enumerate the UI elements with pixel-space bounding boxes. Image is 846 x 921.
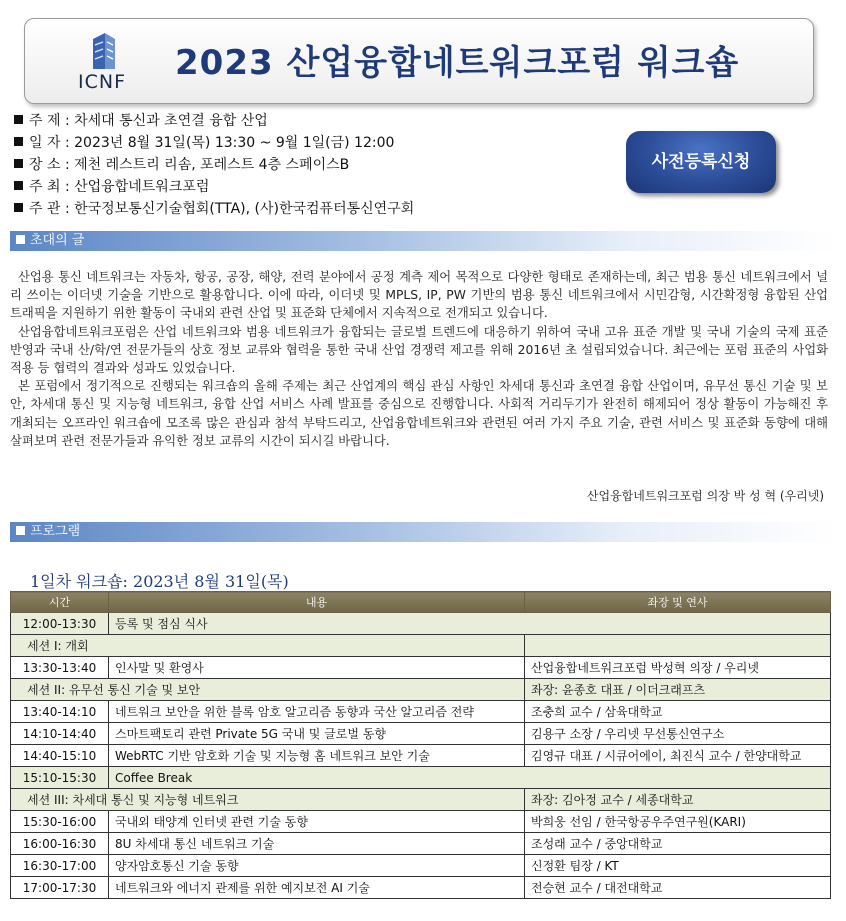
table-row [11, 701, 831, 723]
row-content: 등록 및 점심 식사 [109, 613, 831, 635]
table-row [11, 833, 831, 855]
intro-paragraph: 본 포럼에서 정기적으로 진행되는 워크숍의 올해 주제는 최근 산업계의 핵심 관심 사항인 차세대 통신과 초연결 융합 산업이며, 유무선 통신 기술 및 보안, 차세대 통신 및 지능형 네트워크, 융합 산업 서비스 사례 발표를 중심으로 진행합니다. 사회적 거리두기가 완전히 해제되어 정상 활동이 가능해진 후 개최되는 오프라인 워크숍에 모조록 많은 관심과 참석 부탁드리고, 산업융합네트워크와 관련된 여러 가지 주요 기술, 관련 서비스 및 표준화 동향에 대해 살펴보며 관련 전문가들과 유익한 정보 교류의 시간이 되시길 바랍니다. [10, 379, 828, 448]
row-content: WebRTC 기반 암호화 기술 및 지능형 홈 네트워크 보안 기술 [109, 745, 525, 767]
row-time: 13:30-13:40 [11, 657, 109, 679]
table-row [11, 877, 831, 899]
row-content: 양자암호통신 기술 동향 [109, 855, 525, 877]
info-venue [14, 154, 414, 176]
section-title: 초대의 글 [30, 233, 85, 248]
info-label: 장 소 : [29, 157, 70, 173]
info-value: 2023년 8월 31일(목) 13:30 ~ 9월 1일(금) 12:00 [74, 135, 395, 151]
row-time: 14:40-15:10 [11, 745, 109, 767]
info-value: 산업융합네트워크포럼 [74, 179, 210, 195]
row-time: 15:10-15:30 [11, 767, 109, 789]
row-speaker: 좌장: 김아정 교수 / 세종대학교 [525, 789, 831, 811]
row-content: Coffee Break [109, 767, 831, 789]
table-row [11, 855, 831, 877]
intro-paragraph: 산업융합네트워크포럼은 산업 네트워크와 범용 네트워크가 융합되는 글로벌 트렌드에 대응하기 위하여 국내 고유 표준 개발 및 국내 기술의 국제 표준 반영과 국내 산/학/연 전문가들의 상호 정보 교류와 협력을 통한 국내 산업 경쟁력 제고를 위해 2016년 초 설립되었습니다. 최근에는 포럼 표준의 사업화 적용 등 협력의 결과와 성과도 있었습니다. [10, 324, 828, 376]
row-content: 네트워크와 에너지 관제를 위한 예지보전 AI 기술 [109, 877, 525, 899]
row-speaker: 김용구 소장 / 우리넷 무선통신연구소 [525, 723, 831, 745]
session-title: 세션 II: 유무선 통신 기술 및 보안 [11, 679, 525, 701]
row-time: 14:10-14:40 [11, 723, 109, 745]
row-speaker: 조충희 교수 / 삼육대학교 [525, 701, 831, 723]
row-content: 네트워크 보안을 위한 블록 암호 알고리즘 동향과 국산 알고리즘 전략 [109, 701, 525, 723]
section-header-program [10, 522, 836, 542]
session-row [11, 679, 831, 701]
info-label: 일 자 : [29, 135, 70, 151]
building-logo-icon [71, 31, 133, 71]
row-time: 15:30-16:00 [11, 811, 109, 833]
table-row [11, 613, 831, 635]
row-content: 인사말 및 환영사 [109, 657, 525, 679]
info-topic [14, 110, 414, 132]
row-speaker: 신정환 팀장 / KT [525, 855, 831, 877]
square-bullet-icon [14, 137, 23, 146]
info-value: 한국정보통신기술협회(TTA), (사)한국컴퓨터통신연구회 [74, 201, 415, 217]
session-row [11, 635, 831, 657]
column-header-speaker: 좌장 및 연사 [525, 592, 831, 613]
square-bullet-icon [16, 235, 25, 244]
square-bullet-icon [14, 115, 23, 124]
table-row [11, 657, 831, 679]
square-bullet-icon [14, 181, 23, 190]
table-row [11, 723, 831, 745]
pre-registration-button[interactable]: 사전등록신청 [626, 131, 776, 193]
section-title: 프로그램 [30, 524, 81, 539]
info-label: 주 최 : [29, 179, 70, 195]
signature: 산업융합네트워크포럼 의장 박 성 혁 (우리넷) [586, 489, 824, 503]
program-table [10, 591, 831, 899]
row-speaker: 박희웅 선임 / 한국항공우주연구원(KARI) [525, 811, 831, 833]
session-title: 세션 I: 개회 [11, 635, 525, 657]
section-header-invitation [10, 231, 836, 251]
page-title: 2023 산업융합네트워크포럼 워크숍 [175, 43, 740, 83]
intro-paragraph: 산업용 통신 네트워크는 자동차, 항공, 공장, 해양, 전력 분야에서 공정 계측 제어 목적으로 다양한 형태로 존재하는데, 최근 범용 통신 네트워크에서 널리 쓰이는 이더넷 기술을 기반으로 활용합니다. 이에 따라, 이더넷 및 MPLS, IP, PW 기반의 범용 통신 네트워크에서 시민감형, 시간확정형 융합된 산업 트래픽을 지원하기 위한 활동이 국내외 관련 산업 및 표준화 단체에서 지속적으로 전개되고 있습니다. [10, 270, 828, 321]
row-time: 13:40-14:10 [11, 701, 109, 723]
row-time: 12:00-13:30 [11, 613, 109, 635]
column-header-time: 시간 [11, 592, 109, 613]
table-row [11, 767, 831, 789]
session-title: 세션 III: 차세대 통신 및 지능형 네트워크 [11, 789, 525, 811]
row-speaker: 좌장: 윤종호 대표 / 이더크래프츠 [525, 679, 831, 701]
table-header-row [11, 592, 831, 613]
info-value: 제천 레스트리 리솜, 포레스트 4층 스페이스B [74, 157, 350, 173]
info-value: 차세대 통신과 초연결 융합 산업 [74, 113, 268, 129]
row-time: 17:00-17:30 [11, 877, 109, 899]
info-host [14, 176, 414, 198]
row-speaker: 전승현 교수 / 대전대학교 [525, 877, 831, 899]
row-speaker [525, 635, 831, 657]
header-banner [24, 18, 814, 104]
icnf-logo [71, 31, 133, 93]
session-row [11, 789, 831, 811]
square-bullet-icon [14, 203, 23, 212]
event-info [14, 110, 414, 220]
info-date [14, 132, 414, 154]
row-time: 16:00-16:30 [11, 833, 109, 855]
row-content: 국내외 태양계 인터넷 관련 기술 동향 [109, 811, 525, 833]
square-bullet-icon [14, 159, 23, 168]
info-organizer [14, 198, 414, 220]
logo-text: ICNF [77, 71, 126, 93]
square-bullet-icon [16, 526, 25, 535]
row-content: 8U 차세대 통신 네트워크 기술 [109, 833, 525, 855]
invitation-text [10, 268, 828, 450]
row-speaker: 김영규 대표 / 시큐어에이, 최진식 교수 / 한양대학교 [525, 745, 831, 767]
row-speaker: 조성래 교수 / 중앙대학교 [525, 833, 831, 855]
row-speaker: 산업융합네트워크포럼 박성혁 의장 / 우리넷 [525, 657, 831, 679]
row-content: 스마트팩토리 관련 Private 5G 국내 및 글로벌 동향 [109, 723, 525, 745]
table-row [11, 811, 831, 833]
table-row [11, 745, 831, 767]
column-header-content: 내용 [109, 592, 525, 613]
info-label: 주 관 : [29, 201, 70, 217]
row-time: 16:30-17:00 [11, 855, 109, 877]
day1-title: 1일차 워크숍: 2023년 8월 31일(목) [30, 572, 289, 591]
info-label: 주 제 : [29, 113, 70, 129]
